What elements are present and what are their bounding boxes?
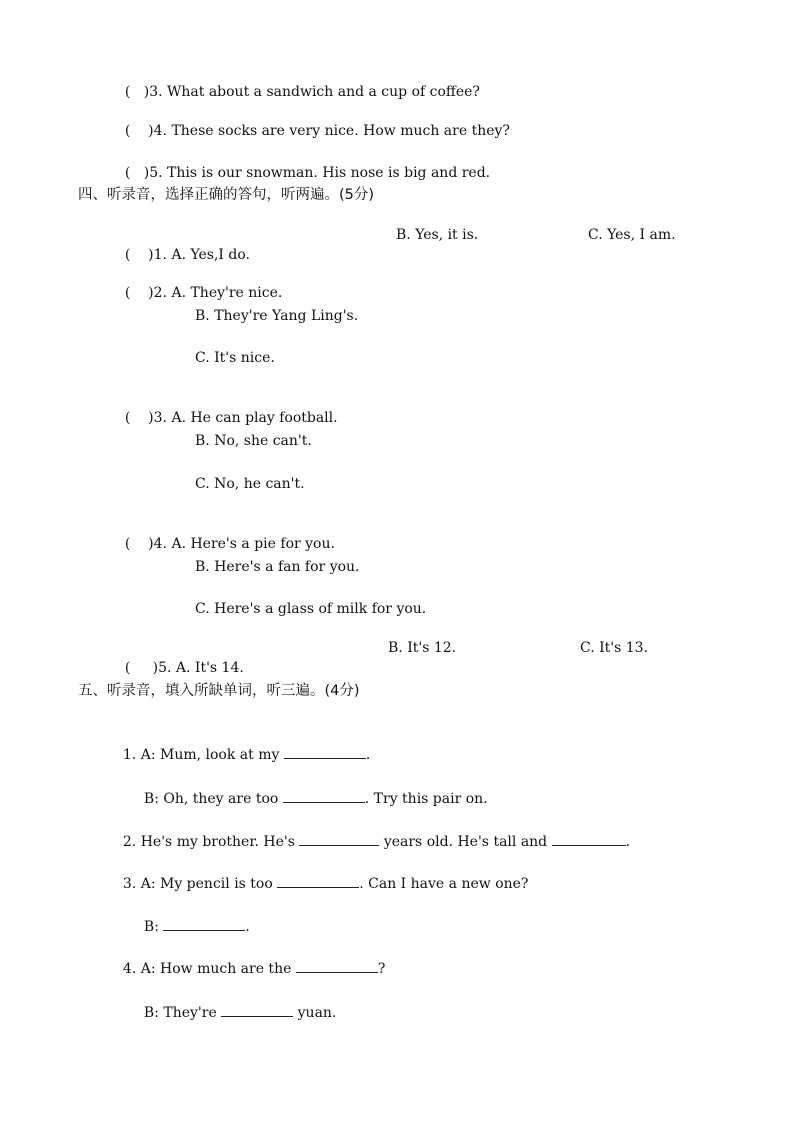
- option-c: C. It's 13.: [580, 640, 649, 656]
- question-text: ?: [377, 961, 386, 977]
- answer-bracket[interactable]: ( ): [124, 84, 150, 100]
- question-number: 4.: [153, 536, 167, 552]
- question-number: 5.: [158, 660, 172, 676]
- answer-bracket[interactable]: ( ): [124, 660, 159, 676]
- question-text: .: [245, 919, 250, 935]
- answer-bracket[interactable]: ( ): [124, 165, 150, 181]
- question-text: .: [365, 747, 371, 763]
- option-a: A. He can play football.: [171, 410, 338, 426]
- question-text: 4. These socks are very nice. How much are they?: [153, 123, 510, 139]
- option-b: B. No, she can't.: [195, 433, 312, 449]
- question-text: . Can I have a new one?: [359, 876, 529, 892]
- question-row: [116, 62, 480, 102]
- question-number: 2.: [153, 285, 167, 301]
- option-a: A. They're nice.: [171, 285, 283, 301]
- question-row: [116, 143, 490, 183]
- question-row: [116, 263, 282, 303]
- fill-question: [135, 768, 488, 809]
- answer-bracket[interactable]: ( ): [124, 410, 154, 426]
- answer-blank[interactable]: [284, 744, 366, 759]
- question-text: 2. He's my brother. He's: [122, 834, 300, 850]
- option-b: B. Here's a fan for you.: [195, 559, 360, 575]
- answer-bracket[interactable]: ( ): [124, 285, 154, 301]
- answer-blank[interactable]: [283, 788, 365, 803]
- fill-question: [114, 853, 528, 894]
- option-c: C. No, he can't.: [195, 476, 305, 492]
- question-text: yuan.: [293, 1005, 337, 1021]
- fill-question: [114, 811, 630, 852]
- option-c: C. Here's a glass of milk for you.: [195, 601, 427, 617]
- answer-blank[interactable]: [299, 831, 379, 846]
- option-b: B. It's 12.: [388, 640, 457, 656]
- question-text: B: Oh, they are too: [143, 791, 283, 807]
- answer-blank[interactable]: [296, 958, 378, 973]
- option-b: B. They're Yang Ling's.: [195, 308, 359, 324]
- question-row: [116, 514, 335, 554]
- section-heading: 五、听录音，填入所缺单词，听三遍。(4分): [78, 683, 360, 699]
- fill-question: [114, 724, 370, 765]
- answer-blank[interactable]: [221, 1002, 293, 1017]
- question-text: . Try this pair on.: [364, 791, 488, 807]
- answer-bracket[interactable]: ( ): [124, 247, 154, 263]
- answer-bracket[interactable]: ( ): [124, 123, 154, 139]
- question-text: 3. A: My pencil is too: [122, 876, 278, 892]
- answer-blank[interactable]: [163, 916, 245, 931]
- answer-blank[interactable]: [277, 873, 359, 888]
- question-row: [116, 225, 250, 265]
- question-row: [116, 101, 510, 141]
- option-a: A. Here's a pie for you.: [171, 536, 335, 552]
- option-b: B. Yes, it is.: [396, 227, 479, 243]
- question-text: B:: [143, 919, 164, 935]
- option-c: C. It's nice.: [195, 350, 275, 366]
- option-a: A. It's 14.: [175, 660, 244, 676]
- question-text: .: [625, 834, 631, 850]
- question-text: 4. A: How much are the: [122, 961, 296, 977]
- answer-blank[interactable]: [552, 831, 626, 846]
- question-number: 3.: [153, 410, 167, 426]
- answer-bracket[interactable]: ( ): [124, 536, 154, 552]
- option-c: C. Yes, I am.: [588, 227, 676, 243]
- question-row: [116, 638, 244, 678]
- question-text: 5. This is our snowman. His nose is big and red.: [149, 165, 491, 181]
- fill-question: [114, 938, 385, 979]
- question-text: B: They're: [143, 1005, 222, 1021]
- fill-question: [135, 982, 336, 1023]
- question-row: [116, 388, 338, 428]
- option-a: A. Yes,I do.: [171, 247, 250, 263]
- question-text: 1. A: Mum, look at my: [122, 747, 284, 763]
- question-text: years old. He's tall and: [379, 834, 552, 850]
- question-text: 3. What about a sandwich and a cup of coffee?: [149, 84, 480, 100]
- section-heading: 四、听录音，选择正确的答句，听两遍。(5分): [78, 187, 375, 203]
- question-number: 1.: [153, 247, 167, 263]
- fill-question: [135, 896, 250, 937]
